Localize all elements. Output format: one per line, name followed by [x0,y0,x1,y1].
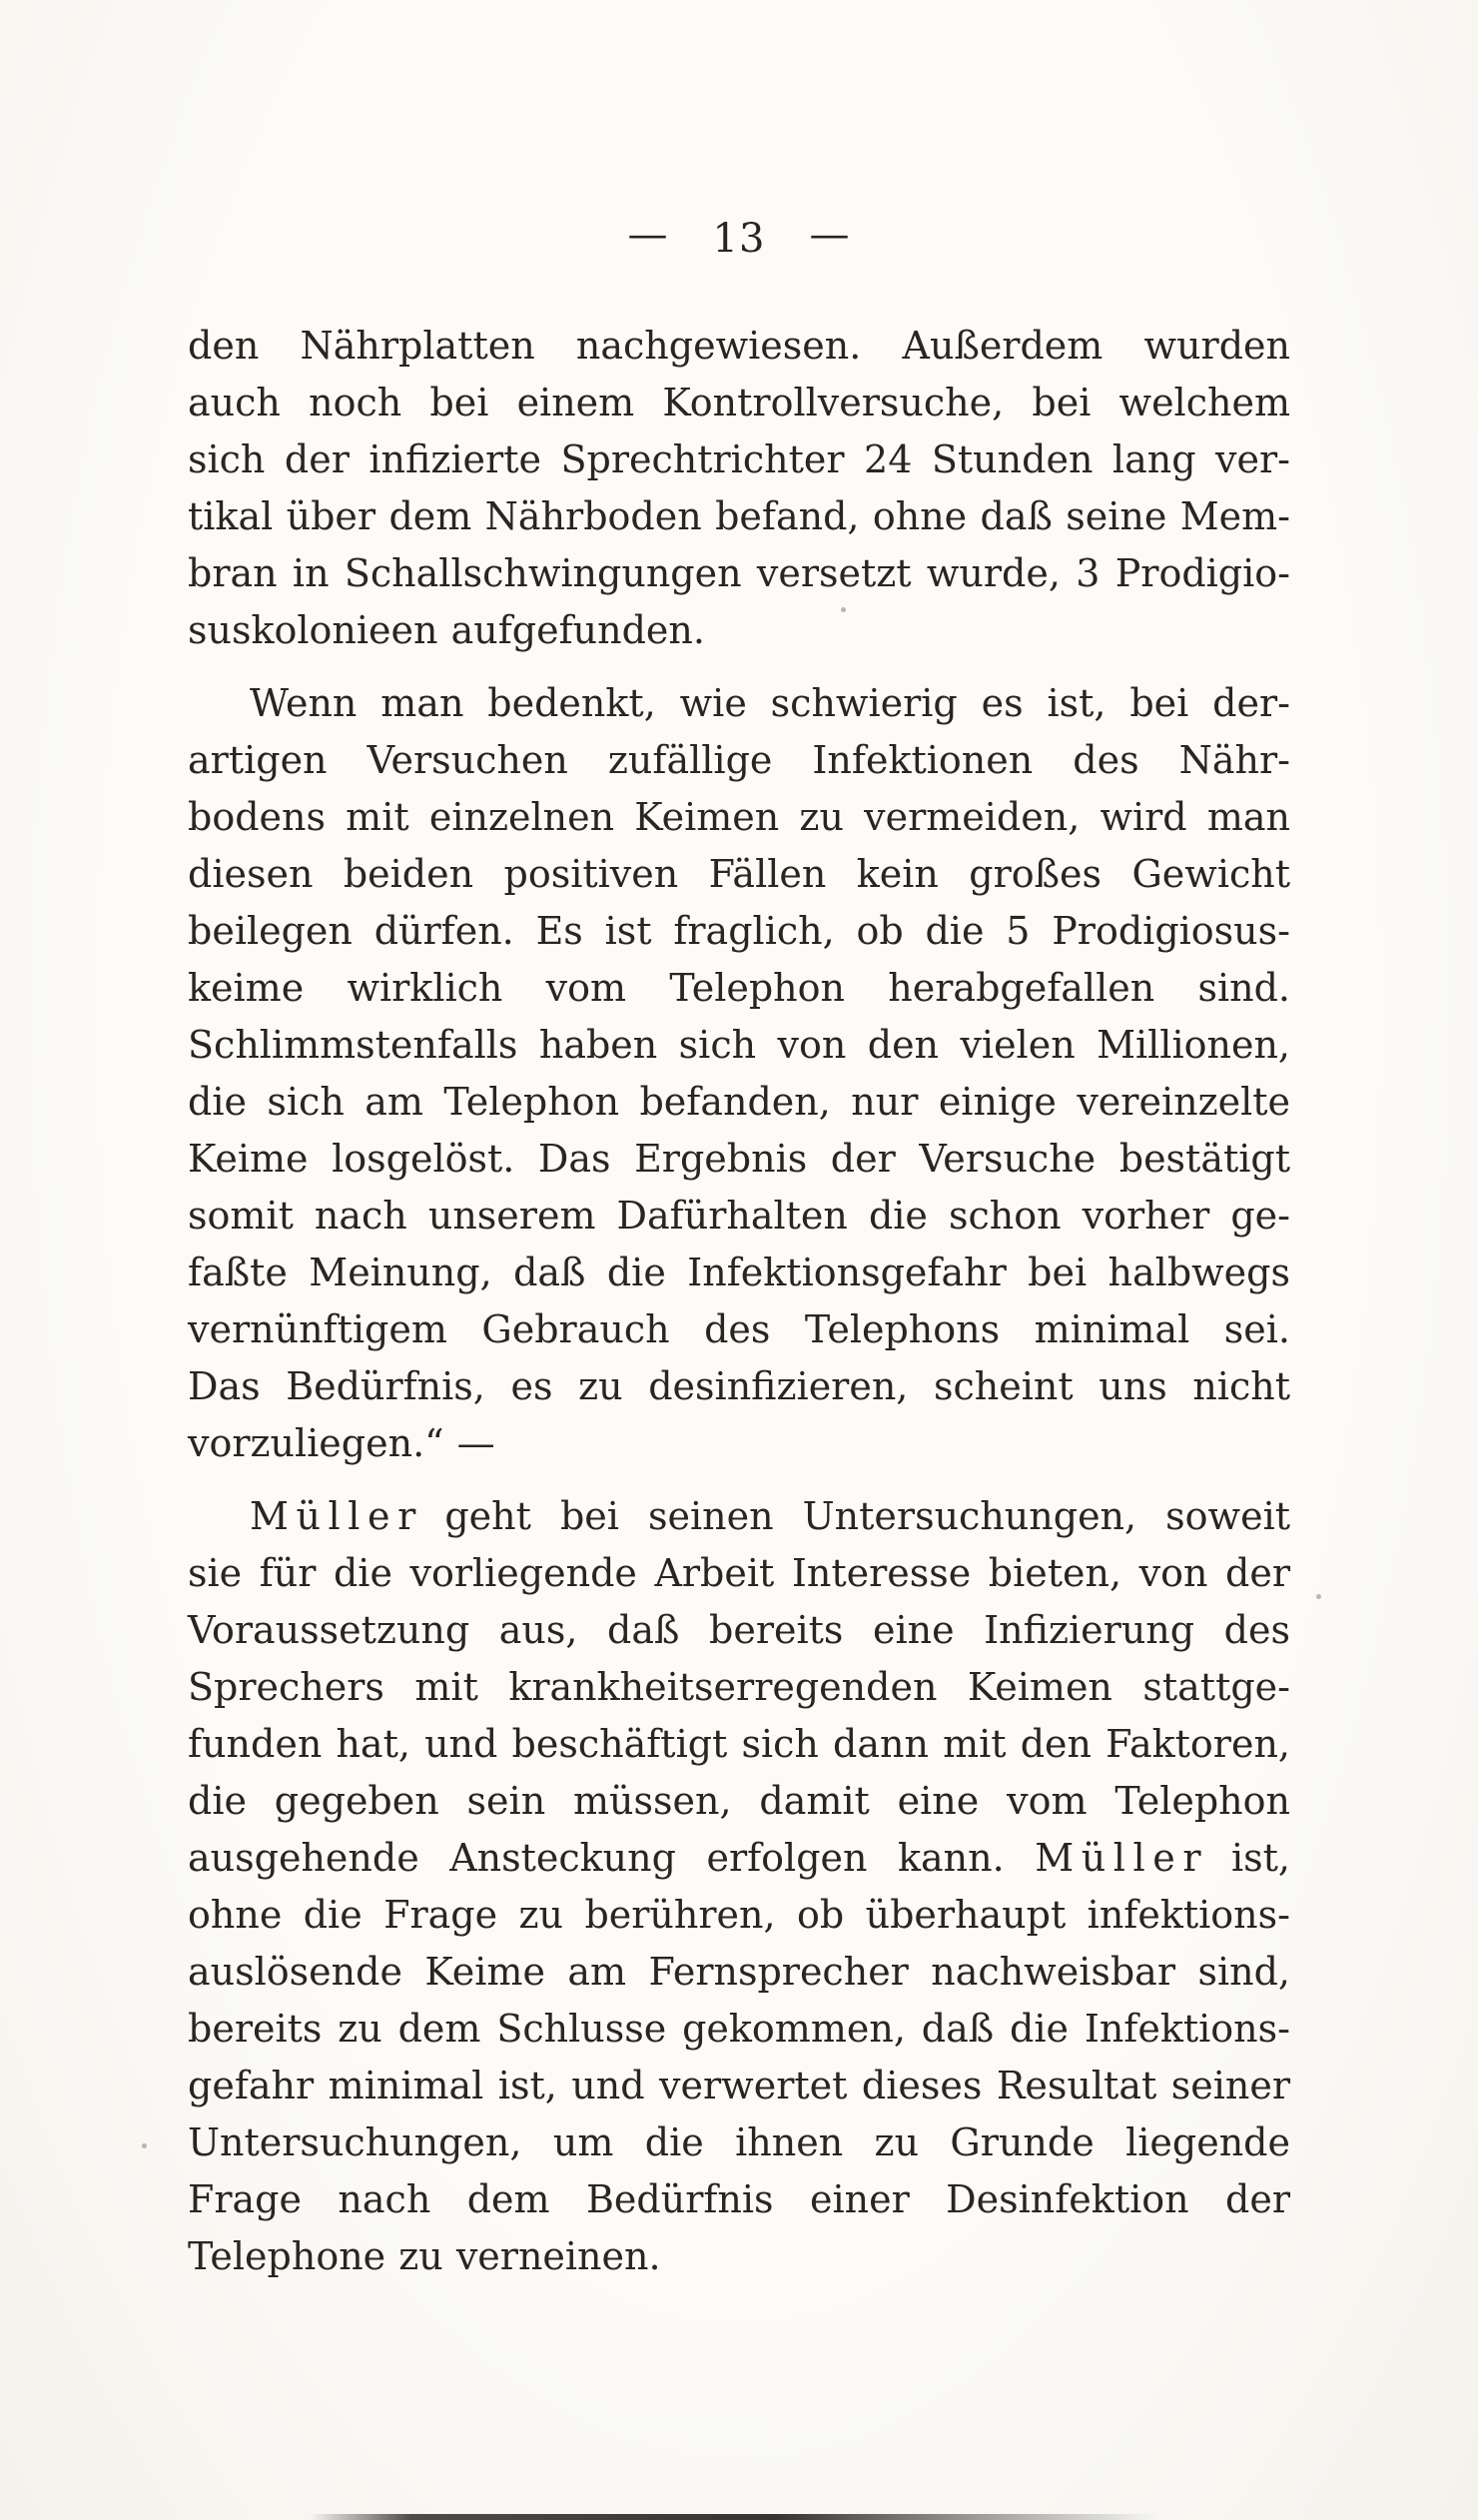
text-line: tikal über dem Nährboden befand, ohne daß seine Mem- [188,494,1290,538]
text-line: vernünftigem Gebrauch des Telephons minimal sei. [188,1307,1290,1351]
text-line: beilegen dürfen. Es ist fraglich, ob die 5 Prodigiosus- [188,909,1290,953]
text-line: bran in Schallschwingungen versetzt wurde, 3 Prodigio- [188,551,1290,595]
text-line: diesen beiden positiven Fällen kein großes Gewicht [188,852,1290,896]
text-line: keime wirklich vom Telephon herabgefallen sind. [188,966,1290,1010]
text-line: vorzuliegen.“ — [188,1421,495,1465]
text-line: auslösende Keime am Fernsprecher nachweisbar sind, [188,1950,1290,1994]
text-line: die gegeben sein müssen, damit eine vom Telephon [188,1779,1290,1823]
text-line: Das Bedürfnis, es zu desinfizieren, scheint uns nicht [188,1364,1290,1408]
text-line: funden hat, und beschäftigt sich dann mit den Faktoren, [188,1722,1290,1766]
text-line: Telephone zu verneinen. [188,2234,661,2278]
text-line: suskolonieen aufgefunden. [188,608,705,652]
paragraph-2 [188,675,1290,1472]
page-number: 13 [712,216,766,262]
text-line: die sich am Telephon befanden, nur einige vereinzelte [188,1080,1290,1124]
text-line: Sprechers mit krankheitserregenden Keimen stattge- [188,1665,1290,1709]
scan-speck [1316,1594,1321,1599]
paragraph-3 [188,1488,1290,2285]
text-line: bereits zu dem Schlusse gekommen, daß die Infektions- [188,2007,1290,2051]
text-line: M ü l l e r geht bei seinen Untersuchungen, soweit [250,1494,1290,1538]
text-line: den Nährplatten nachgewiesen. Außerdem wurden [188,324,1290,368]
text-line: Keime losgelöst. Das Ergebnis der Versuche bestätigt [188,1137,1290,1181]
text-line: Voraussetzung aus, daß bereits eine Infizierung des [188,1608,1290,1652]
text-line: sie für die vorliegende Arbeit Interesse bieten, von der [188,1551,1290,1595]
page-number-dash-left: — [627,212,669,258]
scan-speck [142,2143,147,2148]
page-header [0,212,1478,262]
text-line: artigen Versuchen zufällige Infektionen des Nähr- [188,738,1290,782]
paragraph-1 [188,318,1290,659]
text-line: bodens mit einzelnen Keimen zu vermeiden, wird man [188,795,1290,839]
text-block [188,318,1290,2285]
text-line: gefahr minimal ist, und verwertet dieses Resultat seiner [188,2064,1290,2107]
text-line: ohne die Frage zu berühren, ob überhaupt infektions- [188,1893,1290,1937]
scan-edge-artifact [310,2514,1158,2520]
text-line: Untersuchungen, um die ihnen zu Grunde liegende [188,2120,1290,2164]
page-number-dash-right: — [809,212,851,258]
text-line: somit nach unserem Dafürhalten die schon vorher ge- [188,1194,1290,1238]
text-line: Wenn man bedenkt, wie schwierig es ist, bei der- [250,681,1290,725]
text-line: Frage nach dem Bedürfnis einer Desinfektion der [188,2177,1290,2221]
text-line: Schlimmstenfalls haben sich von den vielen Millionen, [188,1023,1290,1067]
text-line: auch noch bei einem Kontrollversuche, bei welchem [188,381,1290,424]
text-line: ausgehende Ansteckung erfolgen kann. M ü l l e r ist, [188,1836,1290,1880]
scan-speck [841,607,846,612]
text-line: faßte Meinung, daß die Infektionsgefahr bei halbwegs [188,1251,1290,1294]
text-line: sich der infizierte Sprechtrichter 24 Stunden lang ver- [188,437,1290,481]
